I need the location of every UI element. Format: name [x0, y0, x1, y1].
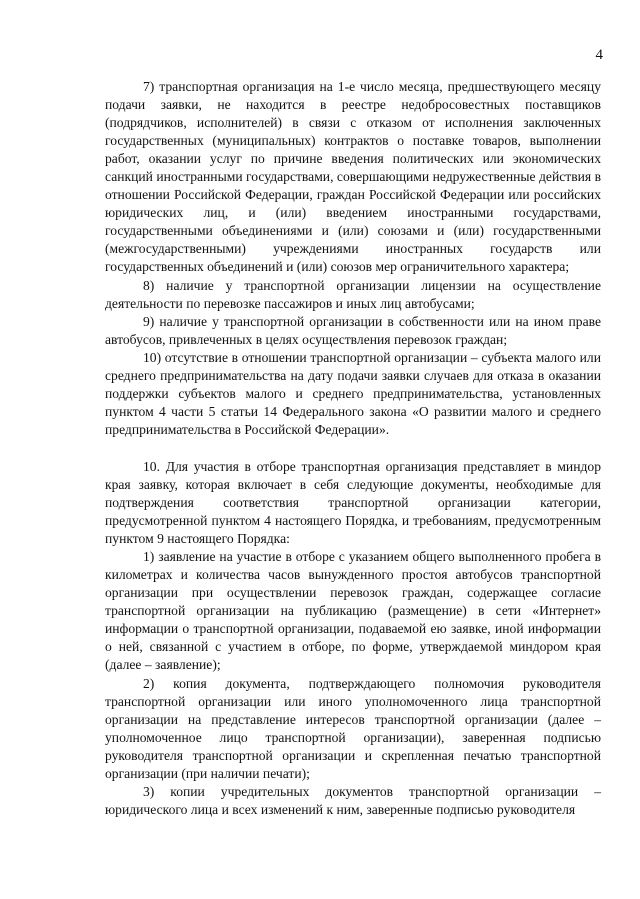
page-number: 4 [595, 47, 603, 63]
paragraph-item-10: 10) отсутствие в отношении транспортной организации – субъекта малого или среднего предпринимательства на дату подачи заявки случаев для отказа в оказании поддержки субъектов малого и среднего предпринимательства, установленных пунктом 4 части 5 статьи 14 Федерального закона «О развитии малого и среднего предпринимательства в Российской Федерации». [105, 349, 601, 437]
paragraph-section-10: 10. Для участия в отборе транспортная организация представляет в миндор края заявку, которая включает в себя следующие документы, необходимые для подтверждения соответствия транспортной организации категории, предусмотренной пунктом 4 настоящего Порядка, и требованиям, предусмотренным пунктом 9 настоящего Порядка: [105, 458, 601, 547]
paragraph-item-7: 7) транспортная организация на 1-е число месяца, предшествующего месяцу подачи заявки, не находится в реестре недобросовестных поставщиков (подрядчиков, исполнителей) в связи с отказом от исполнения заключенных государственных (муниципальных) контрактов о поставке товаров, выполнении работ, оказании услуг по причине введения политических или экономических санкций иностранными государствами, совершающими недружественные действия в отношении Российской Федерации, граждан Российской Федерации или российских юридических лиц, и (или) введением иностранными государствами, государственными объединениями и (или) союзами и (или) государственными (межгосударственными) учреждениями иностранных государств или государственных объединений и (или) союзов мер ограничительного характера; [105, 79, 601, 275]
document-body [105, 78, 601, 819]
paragraph-doc-2: 2) копия документа, подтверждающего полномочия руководителя транспортной организации или иного уполномоченного лица транспортной организации на представление интересов транспортной организации (далее – уполномоченное лицо транспортной организации), заверенная подписью руководителя транспортной организации и скрепленная печатью транспортной организации (при наличии печати); [105, 675, 601, 781]
paragraph-doc-3: 3) копии учредительных документов транспортной организации – юридического лица и всех изменений к ним, заверенные подписью руководителя [105, 783, 601, 817]
paragraph-item-8: 8) наличие у транспортной организации лицензии на осуществление деятельности по перевозке пассажиров и иных лиц автобусами; [105, 277, 601, 311]
paragraph-item-9: 9) наличие у транспортной организации в собственности или на ином праве автобусов, привлеченных в целях осуществления перевозок граждан; [105, 313, 601, 347]
paragraph-doc-1: 1) заявление на участие в отборе с указанием общего выполненного пробега в километрах и количества часов вынужденного простоя автобусов транспортной организации при осуществлении перевозок граждан, содержащее согласие транспортной организации на публикацию (размещение) в сети «Интернет» информации о транспортной организации, подаваемой ею заявке, иной информации о ней, связанной с участием в отборе, по форме, утверждаемой миндором края (далее – заявление); [105, 549, 601, 673]
